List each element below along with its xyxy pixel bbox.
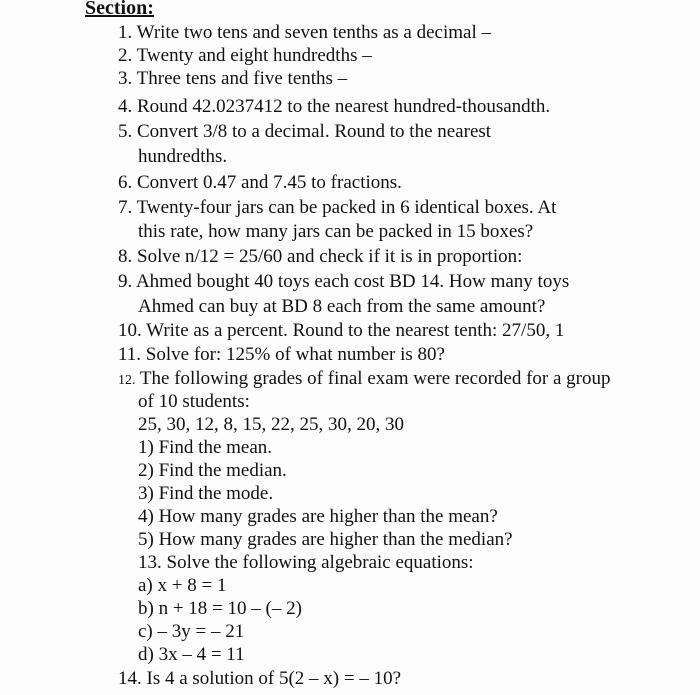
question-13-c: c) – 3y = – 21 — [138, 621, 245, 642]
section-heading: Section: — [85, 0, 154, 19]
question-5-continued: hundredths. — [138, 146, 228, 167]
question-2: 2. Twenty and eight hundredths – — [118, 45, 372, 66]
question-12-text: The following grades of final exam were recorded for a group — [139, 368, 611, 389]
question-12-part-5: 5) How many grades are higher than the median? — [138, 529, 513, 550]
question-14: 14. Is 4 a solution of 5(2 – x) = – 10? — [118, 668, 402, 689]
question-5: 5. Convert 3/8 to a decimal. Round to the nearest — [118, 121, 492, 142]
question-6: 6. Convert 0.47 and 7.45 to fractions. — [118, 172, 402, 193]
question-9: 9. Ahmed bought 40 toys each cost BD 14. How many toys — [118, 271, 570, 292]
question-12-number: 12. — [118, 373, 136, 388]
question-1: 1. Write two tens and seven tenths as a decimal – — [118, 22, 491, 43]
question-12 — [118, 368, 611, 392]
question-7: 7. Twenty-four jars can be packed in 6 identical boxes. At — [118, 197, 557, 218]
grades-list: 25, 30, 12, 8, 15, 22, 25, 30, 20, 30 — [138, 414, 404, 435]
question-12-part-1: 1) Find the mean. — [138, 437, 273, 458]
question-4: 4. Round 42.0237412 to the nearest hundred-thousandth. — [118, 96, 551, 117]
question-9-continued: Ahmed can buy at BD 8 each from the same amount? — [138, 296, 546, 317]
question-13: 13. Solve the following algebraic equations: — [138, 552, 474, 573]
question-10: 10. Write as a percent. Round to the nearest tenth: 27/50, 1 — [118, 320, 565, 341]
question-13-b: b) n + 18 = 10 – (– 2) — [138, 598, 302, 619]
question-13-a: a) x + 8 = 1 — [138, 575, 227, 596]
question-8: 8. Solve n/12 = 25/60 and check if it is in proportion: — [118, 246, 523, 267]
question-7-continued: this rate, how many jars can be packed in 15 boxes? — [138, 221, 534, 242]
question-12-continued: of 10 students: — [138, 391, 250, 412]
question-12-part-3: 3) Find the mode. — [138, 483, 274, 504]
question-3: 3. Three tens and five tenths – — [118, 68, 348, 89]
question-13-d: d) 3x – 4 = 11 — [138, 644, 245, 665]
question-12-part-2: 2) Find the median. — [138, 460, 287, 481]
question-12-part-4: 4) How many grades are higher than the mean? — [138, 506, 498, 527]
question-11: 11. Solve for: 125% of what number is 80? — [118, 344, 445, 365]
